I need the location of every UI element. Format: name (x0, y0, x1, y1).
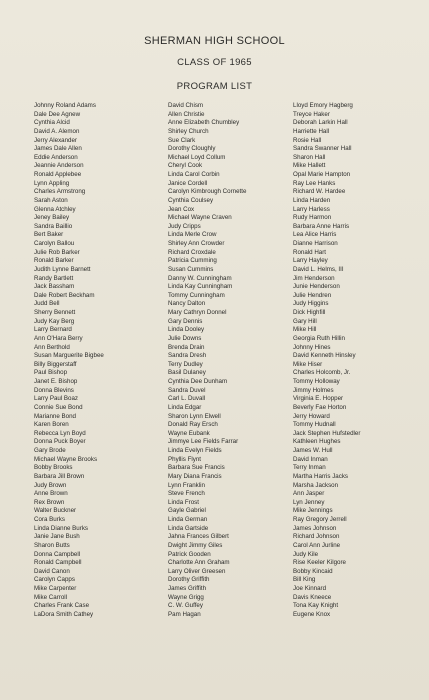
student-name: Wayne Grigg (168, 593, 204, 601)
student-name: Mary Diana Francis (168, 472, 222, 480)
student-name: Carol Ann Jurline (293, 541, 341, 549)
student-name: Jim Henderson (293, 274, 335, 282)
student-name: Joe Kinnard (293, 585, 327, 592)
student-name: Connie Sue Bond (34, 403, 83, 411)
student-name: Judith Lynne Barnett (34, 265, 91, 273)
student-name: Lloyd Emory Hagberg (293, 102, 353, 109)
student-name: Tommy Holloway (293, 378, 340, 385)
student-name: Jeannie Anderson (34, 162, 84, 170)
student-name: LaDora Smith Cathey (34, 610, 94, 618)
student-name: David L. Helms, III (293, 265, 344, 273)
name-column-3 (293, 102, 427, 620)
student-name: Mike Carroll (34, 593, 68, 601)
student-name: David Kenneth Hinsley (293, 352, 356, 360)
student-name: Patricia Cumming (168, 257, 217, 265)
student-name: Jahna Frances Gilbert (168, 533, 229, 541)
student-name: Ronald Hart (293, 248, 327, 256)
student-name: Ann Jasper (293, 490, 325, 498)
student-name: Susan Marguerite Bigbee (34, 352, 104, 360)
student-name: Linda Dianne Burks (34, 524, 89, 532)
student-name: Wayne Eubank (168, 429, 210, 437)
student-name: Gary Dennis (168, 317, 203, 325)
student-name: Opal Marie Hampton (293, 171, 351, 178)
student-name: Sharon Butts (34, 541, 70, 549)
student-name: Larry Paul Boaz (34, 395, 79, 403)
student-name: Richard W. Hardee (293, 188, 346, 196)
student-name: James Dale Allen (34, 145, 82, 153)
student-name: Virginia E. Hopper (293, 395, 344, 403)
student-name: Sandra Swanner Hall (293, 145, 352, 153)
student-name: Susan Cummins (168, 265, 214, 273)
student-name: Bill King (293, 576, 316, 584)
student-name: Patrick Gooden (168, 550, 211, 558)
student-name: Sharon Hall (293, 153, 326, 161)
student-name: Barbara Jill Brown (34, 472, 85, 480)
student-name: Rebecca Lyn Boyd (34, 429, 86, 437)
student-name: Julie Downs (168, 334, 202, 342)
student-name: David A. Alemon (34, 127, 80, 135)
student-name: Bobby Kincaid (293, 567, 333, 575)
student-name: Ronald Applebee (34, 171, 82, 178)
student-name: Larry Oliver Greesen (168, 567, 226, 575)
student-name: Mike Hallett (293, 162, 326, 170)
student-name: Cora Burks (34, 516, 65, 523)
student-name: Tona Kay Knight (293, 602, 339, 610)
student-name: Mike Carpenter (34, 585, 77, 592)
student-name: Jack Bassham (34, 283, 75, 291)
student-name: Cheryl Cook (168, 162, 203, 170)
student-name: Judy Kile (293, 550, 319, 558)
student-name: Martha Harris Jacks (293, 472, 349, 480)
student-name: Donna Campbell (34, 550, 81, 558)
student-name: Lynn Franklin (168, 481, 205, 489)
student-name: Mike Hill (293, 326, 317, 334)
student-name: Sarah Aston (34, 196, 68, 204)
student-name: David Canon (34, 567, 70, 575)
student-name: Karen Boren (34, 421, 69, 429)
student-name: Treyce Haker (293, 110, 330, 118)
student-name: Rosie Hall (293, 136, 322, 144)
student-name: Nancy Dalton (168, 300, 206, 308)
student-name: Jeney Bailey (34, 214, 70, 222)
page-header (0, 32, 429, 99)
student-name: Johnny Hines (293, 343, 331, 351)
student-name: Dianne Harrison (293, 240, 338, 247)
student-name: Rise Keeler Kilgore (293, 559, 346, 567)
student-name: Mike Jennings (293, 507, 333, 515)
student-name: James Johnson (293, 524, 337, 532)
student-name: Phyllis Flynt (168, 455, 202, 463)
student-name: Gayle Gabriel (168, 507, 206, 515)
student-name: Mike Hiser (293, 360, 323, 368)
student-name: Sherry Bennett (34, 309, 76, 316)
school-title: SHERMAN HIGH SCHOOL (144, 35, 285, 47)
student-name: Shirley Ann Crowder (168, 240, 225, 247)
student-name: Ronald Barker (34, 257, 74, 265)
student-name: Marsha Jackson (293, 481, 339, 489)
student-name: Brenda Drain (168, 343, 205, 351)
student-name: Linda Evelyn Fields (168, 447, 222, 454)
student-name: Kathleen Hughes (293, 438, 341, 446)
student-name: Sandra Baillio (34, 222, 73, 230)
student-name: Steve French (168, 490, 205, 498)
student-name: Donna Blevins (34, 386, 74, 394)
student-name: Sandra Dresh (168, 352, 207, 360)
student-name: Mary Cathryn Donnel (168, 309, 227, 316)
student-name: Terry Dudley (168, 360, 203, 368)
student-name: Gary Brode (34, 447, 66, 454)
student-name: Linda Gartside (168, 524, 209, 532)
student-name: Richard Croxdale (168, 248, 216, 256)
student-name: Davis Kneece (293, 593, 332, 601)
student-name: Linda Kay Cunningham (168, 283, 233, 291)
student-name: Rex Brown (34, 498, 65, 506)
student-name: Carolyn Capps (34, 576, 75, 584)
student-name: Lynn Appling (34, 179, 70, 187)
student-name: Walter Buckner (34, 507, 77, 515)
student-name: Basil Dulaney (168, 369, 206, 377)
student-name: Bert Baker (34, 231, 64, 239)
student-name: Cynthia Dee Dunham (168, 378, 228, 385)
student-name: Larry Hayley (293, 257, 328, 265)
student-name: Sandra Duvel (168, 386, 206, 394)
student-name: Dale Dee Agnew (34, 110, 81, 118)
student-name: Charles Frank Case (34, 602, 90, 610)
student-name: Paul Bishop (34, 369, 68, 377)
student-name: Eugene Knox (293, 610, 331, 618)
student-name: Lea Alice Harris (293, 231, 337, 239)
student-name: Pam Hagan (168, 610, 201, 618)
student-name: Randy Bartlett (34, 274, 74, 282)
student-name: Deborah Larkin Hall (293, 119, 348, 127)
student-name: Dorothy Cloughly (168, 145, 216, 153)
student-name: Janet E. Bishop (34, 378, 78, 385)
student-name: Ann O'Hara Berry (34, 334, 83, 342)
student-name: Charles Armstrong (34, 188, 86, 196)
student-name: Jack Stephen Hufstedler (293, 429, 361, 437)
student-name: Linda Edgar (168, 403, 202, 411)
student-name: Marianne Bond (34, 412, 76, 420)
student-name: James Griffith (168, 585, 207, 592)
student-name: Shirley Church (168, 127, 209, 135)
student-name: Charlotte Ann Graham (168, 559, 230, 567)
student-name: Gary Hill (293, 317, 317, 325)
student-name: Bobby Brooks (34, 464, 73, 472)
student-name: Jean Cox (168, 205, 195, 213)
student-name: Julie Rob Barker (34, 248, 80, 256)
student-name: Allen Christie (168, 110, 205, 118)
student-name: Terry Inman (293, 464, 326, 472)
student-name: Donna Puck Boyer (34, 438, 86, 446)
student-name: Dorothy Griffith (168, 576, 210, 584)
student-name: Danny W. Cunningham (168, 274, 232, 282)
student-name: Anne Brown (34, 490, 68, 498)
student-name: Linda Frost (168, 498, 199, 506)
student-name: Donald Ray Ersch (168, 421, 218, 429)
student-name: Junie Henderson (293, 283, 340, 291)
student-name: Judd Bell (34, 300, 60, 308)
student-name: Barbara Anne Harris (293, 222, 350, 230)
student-name: Carolyn Ballou (34, 240, 75, 247)
student-name: David Chism (168, 102, 204, 109)
student-name: Harriette Hall (293, 127, 330, 135)
student-name: David Inman (293, 455, 328, 463)
program-title: PROGRAM LIST (176, 81, 253, 92)
student-name: Eddie Anderson (34, 153, 78, 161)
student-name: Barbara Sue Francis (168, 464, 225, 472)
student-name: Tommy Cunningham (168, 291, 225, 299)
student-name: Richard Johnson (293, 533, 340, 541)
student-name: Carl L. Duvall (168, 395, 206, 403)
student-name: Linda Merle Crow (168, 231, 217, 239)
student-name: Dale Robert Beckham (34, 291, 95, 299)
name-column-2 (168, 102, 302, 620)
student-name: C. W. Guffey (168, 602, 203, 610)
student-name: Tommy Hudnall (293, 421, 336, 429)
student-name: Jerry Howard (293, 412, 330, 420)
student-name: Linda Harden (293, 196, 331, 204)
student-name: Charles Holcomb, Jr. (293, 369, 351, 377)
student-name: Ronald Campbell (34, 559, 82, 567)
student-name: Sue Clark (168, 136, 196, 144)
student-name: Linda Carol Corbin (168, 171, 220, 178)
student-name: Beverly Fae Horton (293, 403, 347, 411)
student-name: Larry Bernard (34, 326, 72, 334)
student-name: Ray Lee Hanks (293, 179, 336, 187)
student-name: Dwight Jimmy Giles (168, 541, 223, 549)
student-name: Glenna Atchley (34, 205, 76, 213)
student-name: Rudy Harmon (293, 214, 332, 222)
student-name: Lyn Jenney (293, 498, 325, 506)
student-name: Michael Wayne Craven (168, 214, 232, 222)
student-name: Linda Dooley (168, 326, 205, 334)
student-name: Larry Harless (293, 205, 330, 213)
student-name: Cynthia Coulsey (168, 196, 214, 204)
student-name: Jimmye Lee Fields Farrar (168, 438, 239, 446)
student-name: Billy Biggerstaff (34, 360, 77, 368)
student-name: Julie Hendren (293, 291, 332, 299)
student-name: Judy Brown (34, 481, 67, 489)
student-name: Carolyn Kimbrough Cornette (168, 188, 247, 196)
student-name: Ray Gregory Jerrell (293, 516, 347, 523)
student-name: Cynthia Alcid (34, 119, 70, 127)
student-name: Judy Cripps (168, 222, 201, 230)
student-name: Judy Higgins (293, 300, 329, 308)
student-name: Linda German (168, 516, 208, 523)
class-year: CLASS OF 1965 (177, 57, 252, 68)
student-name: Michael Loyd Collum (168, 153, 226, 161)
student-name: Janice Cordell (168, 179, 208, 187)
student-name: Georgia Ruth Hillin (293, 334, 345, 342)
student-name: Dick Highfill (293, 309, 326, 316)
student-name: Sharon Lynn Elwell (168, 412, 221, 420)
name-column-1 (34, 102, 168, 620)
student-name: Janie Jane Bush (34, 533, 80, 541)
student-name: Jimmy Holmes (293, 386, 334, 394)
student-name: Ann Berthold (34, 343, 70, 351)
student-name: Jerry Alexander (34, 136, 77, 144)
student-name: Judy Kay Berg (34, 317, 75, 325)
student-name: James W. Hull (293, 447, 333, 454)
student-name: Anne Elizabeth Chumbley (168, 119, 240, 127)
student-name: Michael Wayne Brooks (34, 455, 98, 463)
student-name: Johnny Roland Adams (34, 102, 96, 109)
